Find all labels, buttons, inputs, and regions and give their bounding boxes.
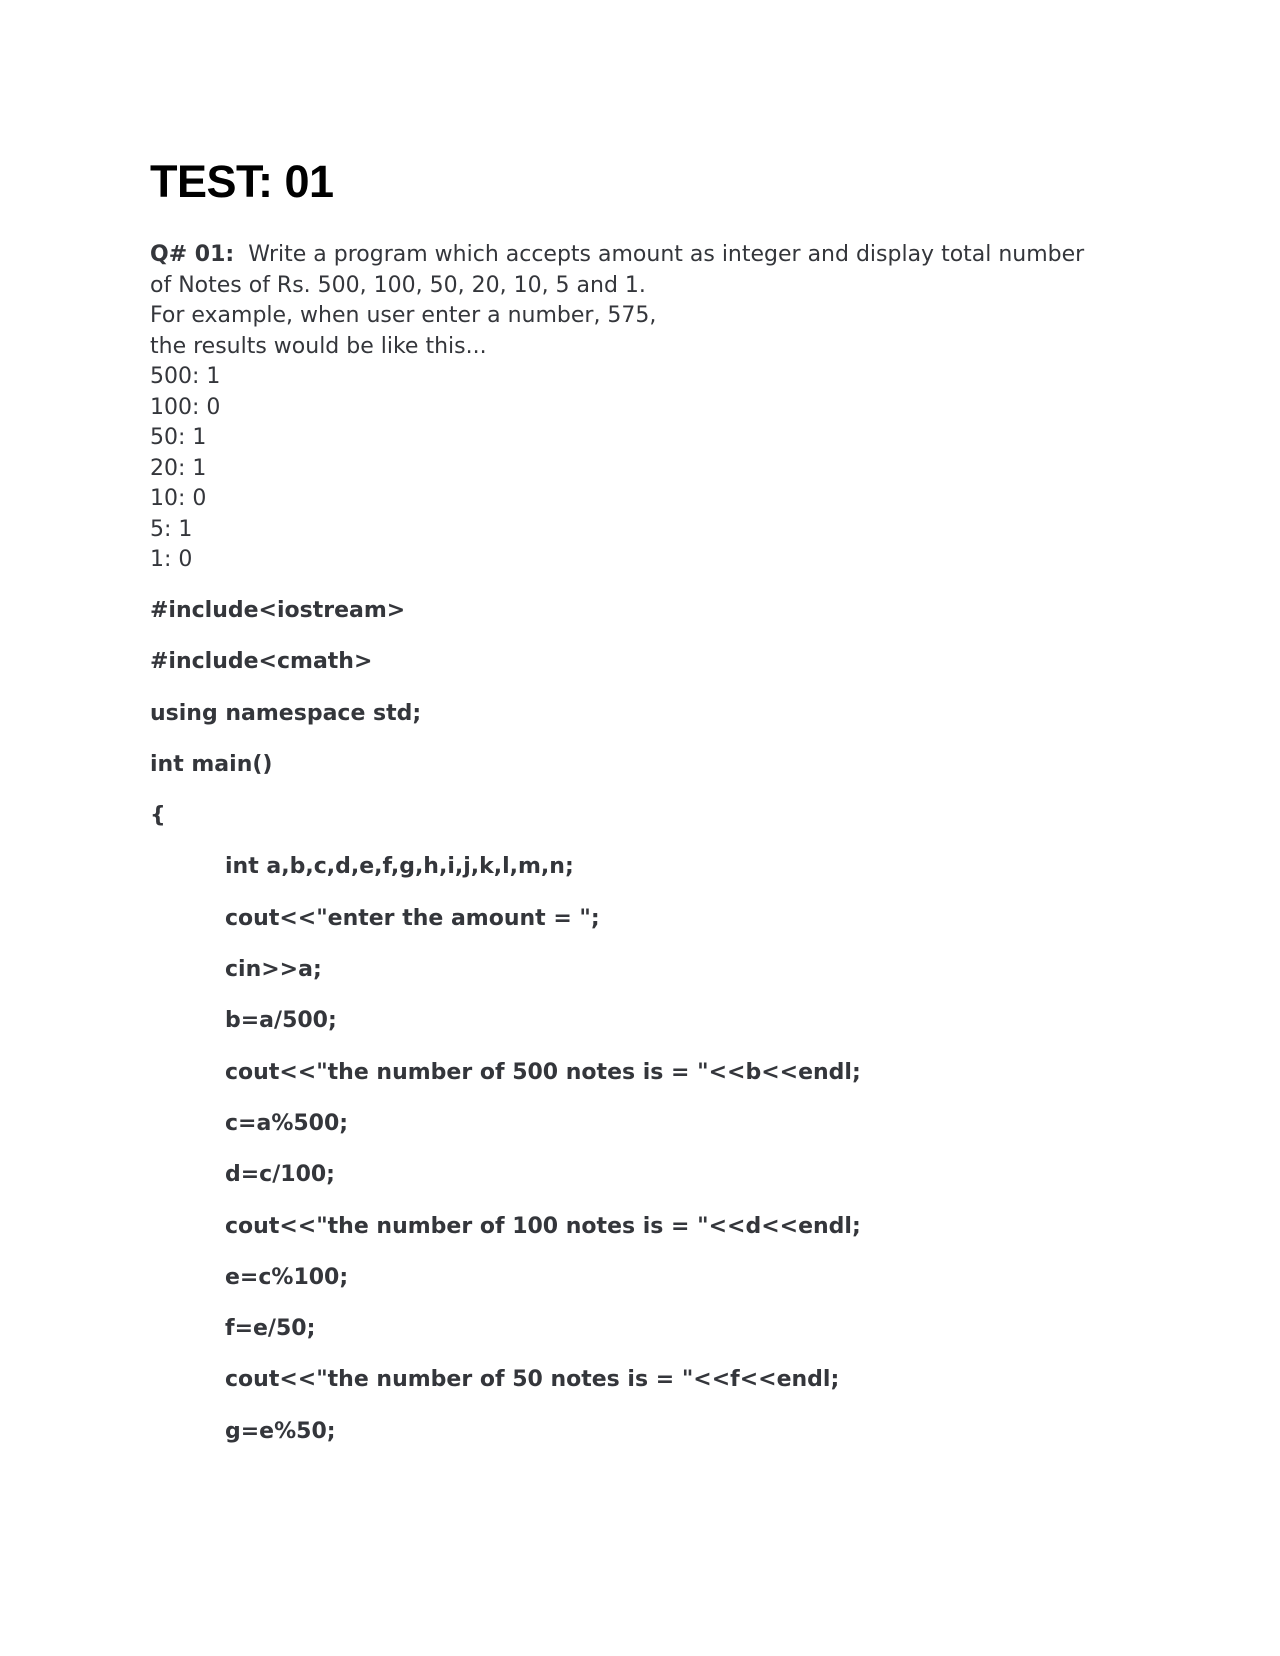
example-result-line: 500: 1 [150, 364, 221, 389]
code-line: cout<<"the number of 50 notes is = "<<f<<endl; [225, 1367, 840, 1393]
question-label: Q# 01: [150, 242, 235, 267]
example-result-line: 5: 1 [150, 516, 193, 542]
example-result-line: 20: 1 [150, 455, 207, 481]
code-line: { [150, 803, 166, 829]
code-line: g=e%50; [225, 1418, 336, 1444]
code-line: cout<<"the number of 500 notes is = "<<b<<endl; [225, 1059, 861, 1085]
example-result-line: 100: 0 [150, 394, 221, 420]
code-line: using namespace std; [150, 700, 422, 726]
code-line: cin>>a; [225, 957, 322, 983]
question-text: Write a program which accepts amount as integer and display total number [248, 242, 1085, 267]
code-line: cout<<"enter the amount = "; [225, 905, 600, 931]
example-result-line: 1: 0 [150, 547, 193, 572]
question-line: the results would be like this... [150, 333, 487, 359]
question-first-line [150, 240, 1160, 271]
code-line: b=a/500; [225, 1008, 337, 1034]
code-line: f=e/50; [225, 1316, 316, 1342]
page-title: TEST: 01 [150, 156, 334, 207]
code-line: e=c%100; [225, 1264, 349, 1290]
code-line: cout<<"the number of 100 notes is = "<<d<<endl; [225, 1213, 861, 1239]
code-line: #include<iostream> [150, 598, 406, 623]
code-line: #include<cmath> [150, 649, 373, 675]
code-line: int a,b,c,d,e,f,g,h,i,j,k,l,m,n; [225, 854, 574, 880]
code-block [150, 596, 861, 1468]
code-line: d=c/100; [225, 1162, 335, 1188]
example-result-line: 50: 1 [150, 425, 207, 450]
example-result-line: 10: 0 [150, 486, 207, 511]
question-block [150, 240, 1160, 576]
code-line: c=a%500; [225, 1110, 349, 1136]
question-line: of Notes of Rs. 500, 100, 50, 20, 10, 5 and 1. [150, 272, 646, 298]
code-line: int main() [150, 751, 273, 777]
question-line: For example, when user enter a number, 575, [150, 303, 657, 328]
